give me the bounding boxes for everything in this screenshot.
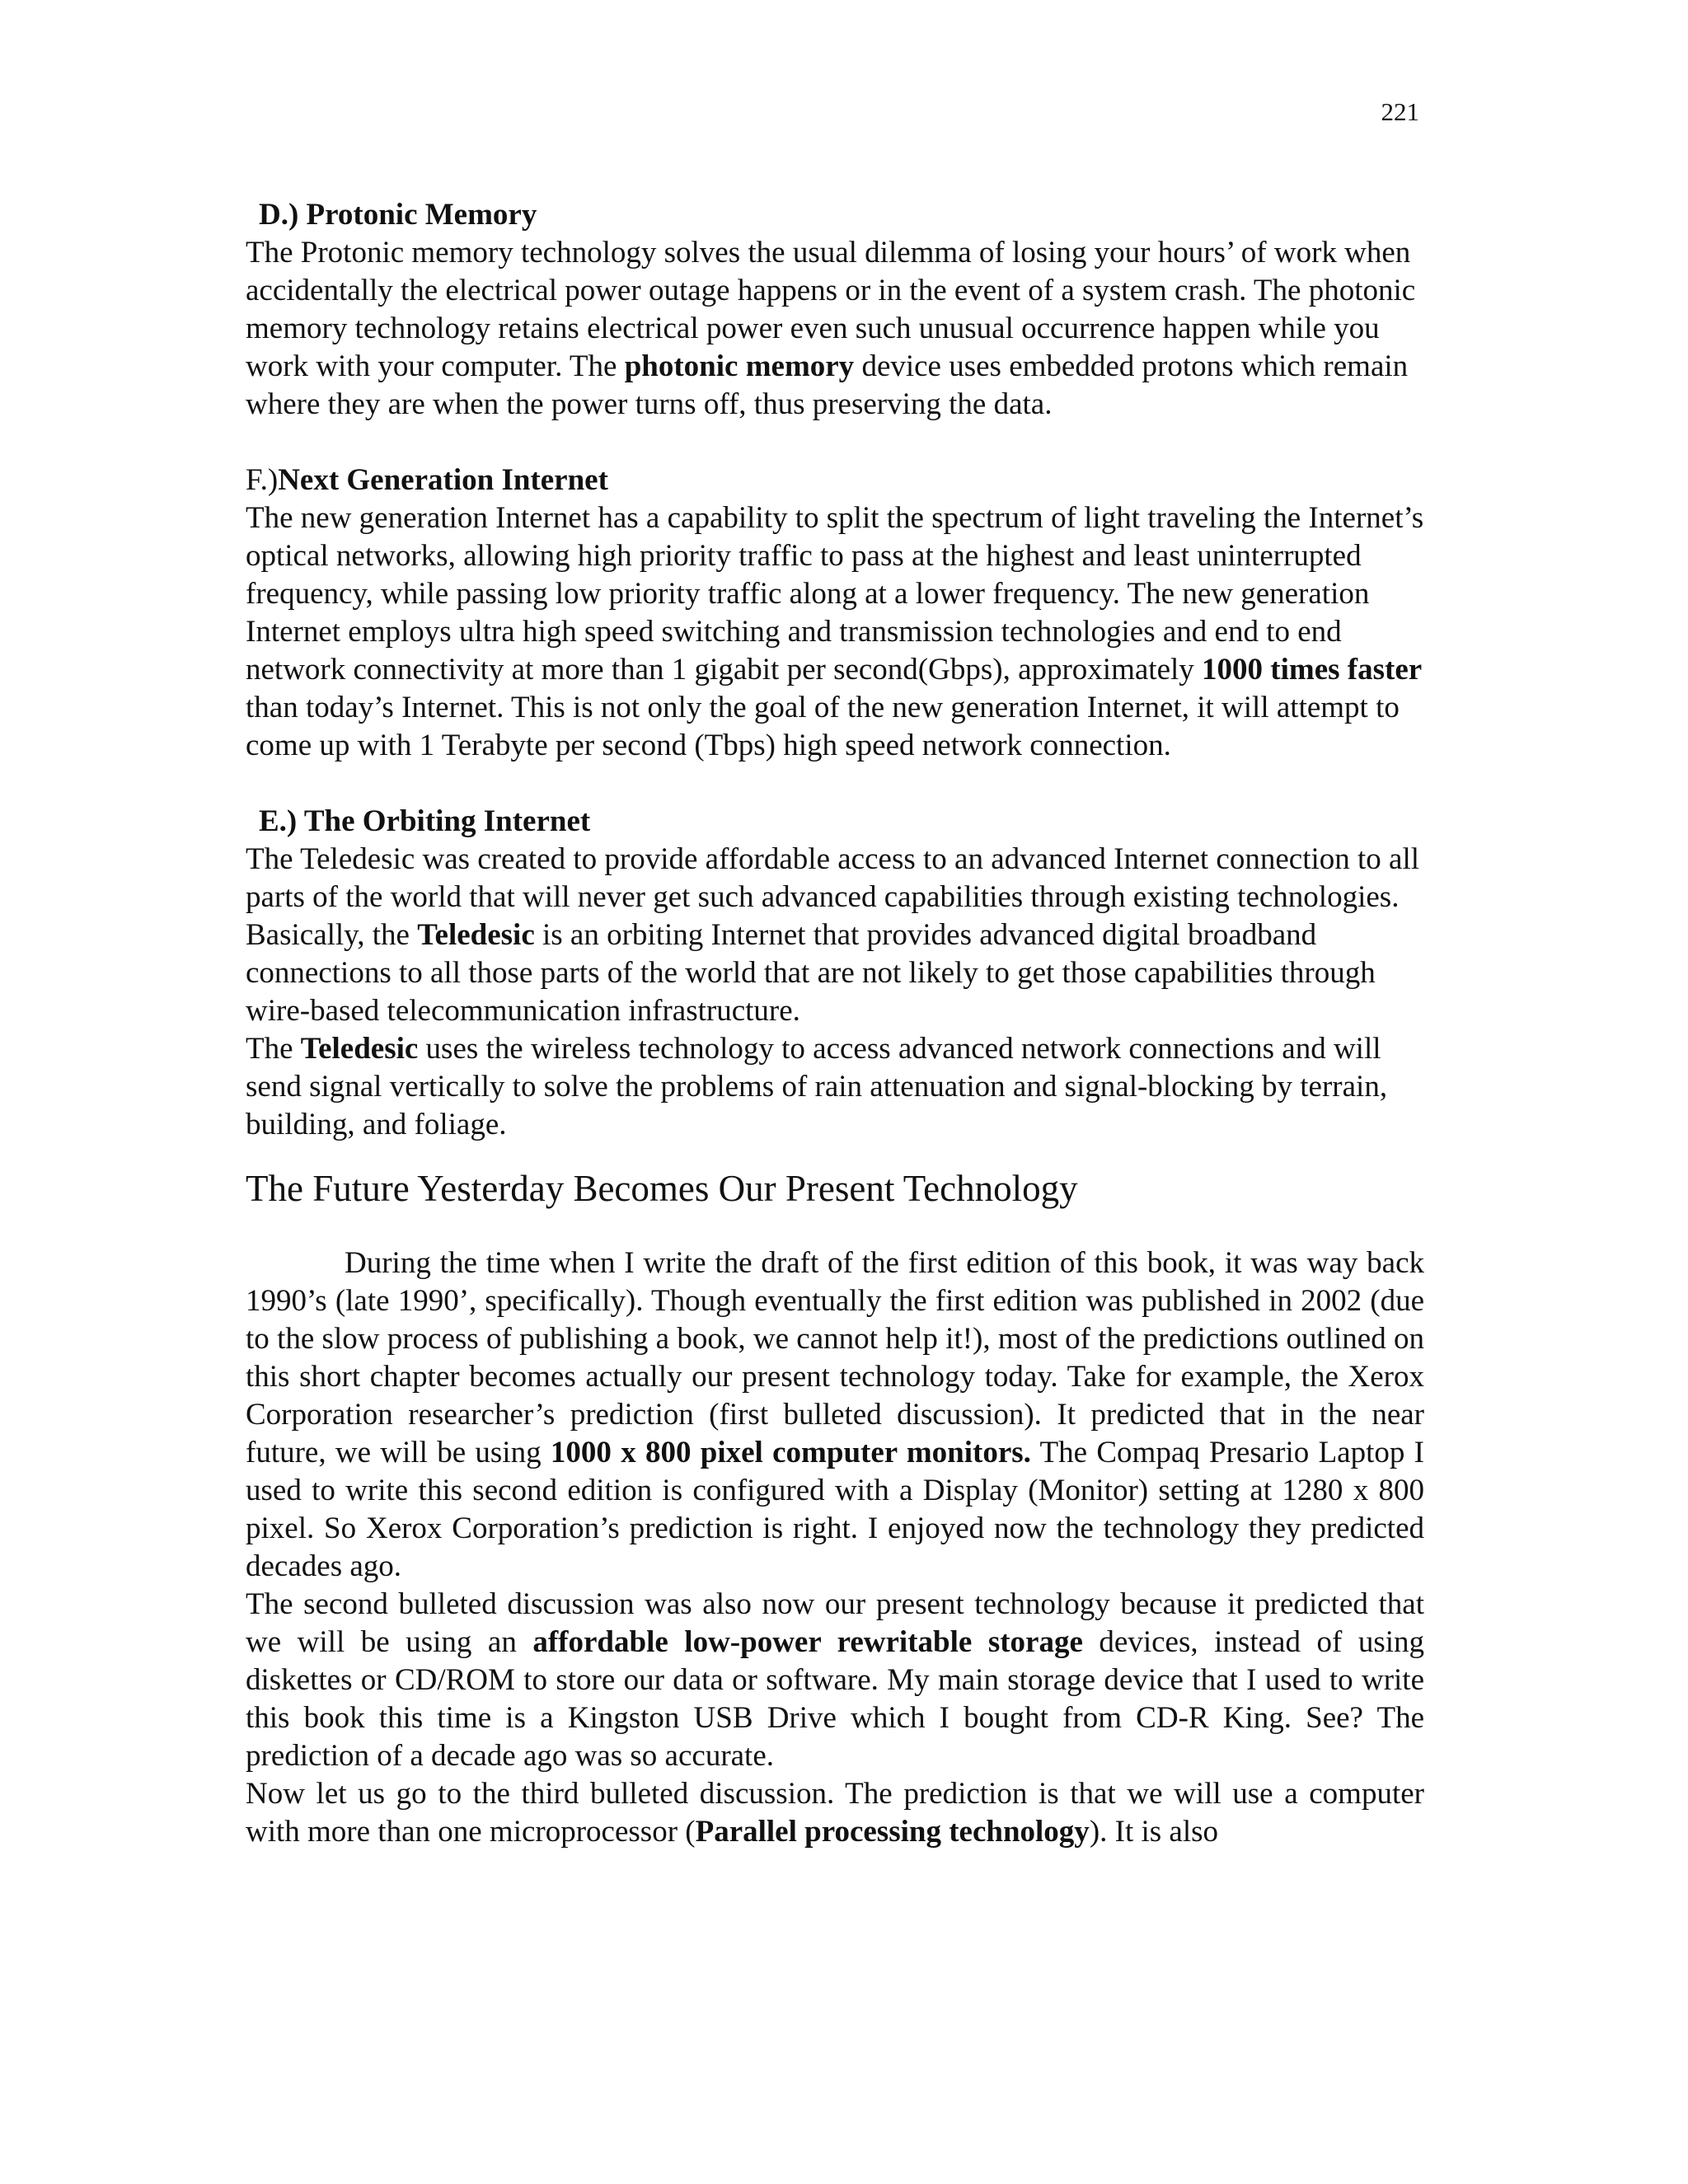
paragraph-text: The Protonic memory technology solves the usual dilemma of losing your hours’ of work when accidentally the electrical power outage happens or in the event of a system crash. The photonic memory technology retains electrical power even such unusual occurrence happen while you work with your computer. The [246, 236, 1416, 383]
bold-term: Teledesic [417, 918, 535, 952]
bold-term: 1000 times faster [1202, 653, 1423, 687]
paragraph-text: The [246, 1032, 301, 1066]
heading-text: Next Generation Internet [278, 463, 608, 497]
paragraph-text: The Teledesic was created to provide affordable access to an advanced Internet connection to all parts of the world that will never get such advanced capabilities through existing technologies. Basically, the [246, 842, 1420, 952]
paragraph-text: During the time when I write the draft of the first edition of this book, it was way back 1990’s (late 1990’, specifically). Though eventually the first edition was published in 2002 (due to the slow process of publishing a book, we cannot help it!), most of the predictions outlined on this short chapter becomes actually our present technology today. Take for example, the Xerox Corporation researcher’s prediction (first bulleted discussion). It predicted that in the near future, we will be using [246, 1246, 1424, 1469]
heading-text: Protonic Memory [306, 198, 537, 232]
heading-text: The Orbiting Internet [303, 804, 591, 838]
spacer [246, 424, 1424, 462]
paragraph-orbiting-internet-2 [246, 1030, 1424, 1144]
bold-term: 1000 x 800 pixel computer monitors. [550, 1436, 1031, 1469]
paragraph-text: ). It is also [1089, 1815, 1219, 1849]
bold-term: photonic memory [624, 349, 855, 383]
paragraph-text: is an orbiting Internet that provides advanced digital broadband connections to all those parts of the world that are not likely to get those capabilities through wire-based telecommunication infrastructure. [246, 918, 1376, 1028]
section-heading-orbiting-internet [246, 803, 1424, 841]
paragraph-next-generation-internet [246, 499, 1424, 765]
heading-prefix: F.) [246, 463, 279, 497]
paragraph-text: The Compaq Presario Laptop I used to write this second edition is configured with a Display (Monitor) setting at 1280 x 800 pixel. So Xerox Corporation’s prediction is right. I enjoyed now the technology they predicted decades ago. [246, 1436, 1424, 1583]
heading-prefix: D.) [259, 198, 307, 232]
paragraph-future-1 [246, 1244, 1424, 1586]
section-heading-protonic-memory [246, 196, 1424, 234]
page-content [246, 196, 1424, 1851]
bold-term: Parallel processing technology [695, 1815, 1090, 1849]
spacer [246, 1212, 1424, 1244]
paragraph-future-3 [246, 1775, 1424, 1851]
paragraph-future-2 [246, 1586, 1424, 1775]
paragraph-protonic-memory [246, 234, 1424, 424]
paragraph-text: Now let us go to the third bulleted discussion. The prediction is that we will use a computer with more than one microprocessor ( [246, 1777, 1424, 1849]
heading-prefix: E.) [259, 804, 304, 838]
bold-term: affordable low-power rewritable storage [532, 1625, 1083, 1659]
chapter-section-title: The Future Yesterday Becomes Our Present Technology [246, 1168, 1078, 1209]
paragraph-text: devices, instead of using diskettes or CD/ROM to store our data or software. My main storage device that I used to write this book this time is a Kingston USB Drive which I bought from CD-R King. See? The prediction of a decade ago was so accurate. [246, 1625, 1424, 1773]
paragraph-text: device uses embedded protons which remain where they are when the power turns off, thus preserving the data. [246, 349, 1409, 421]
section-heading-next-generation-internet [246, 462, 1424, 499]
spacer [246, 765, 1424, 803]
paragraph-text: than today’s Internet. This is not only the goal of the new generation Internet, it will attempt to come up with 1 Terabyte per second (Tbps) high speed network connection. [246, 691, 1400, 762]
page-number: 221 [1381, 97, 1419, 126]
paragraph-text: The new generation Internet has a capability to split the spectrum of light traveling the Internet’s optical networks, allowing high priority traffic to pass at the highest and least uninterrupted frequency, while passing low priority traffic along at a lower frequency. The new generation Internet employs ultra high speed switching and transmission technologies and end to end network connectivity at more than 1 gigabit per second(Gbps), approximately [246, 501, 1424, 687]
paragraph-text: uses the wireless technology to access advanced network connections and will send signal vertically to solve the problems of rain attenuation and signal-blocking by terrain, building, and foliage. [246, 1032, 1388, 1141]
bold-term: Teledesic [300, 1032, 419, 1066]
paragraph-text: The second bulleted discussion was also now our present technology because it predicted that we will be using an [246, 1587, 1424, 1659]
paragraph-orbiting-internet-1 [246, 841, 1424, 1030]
